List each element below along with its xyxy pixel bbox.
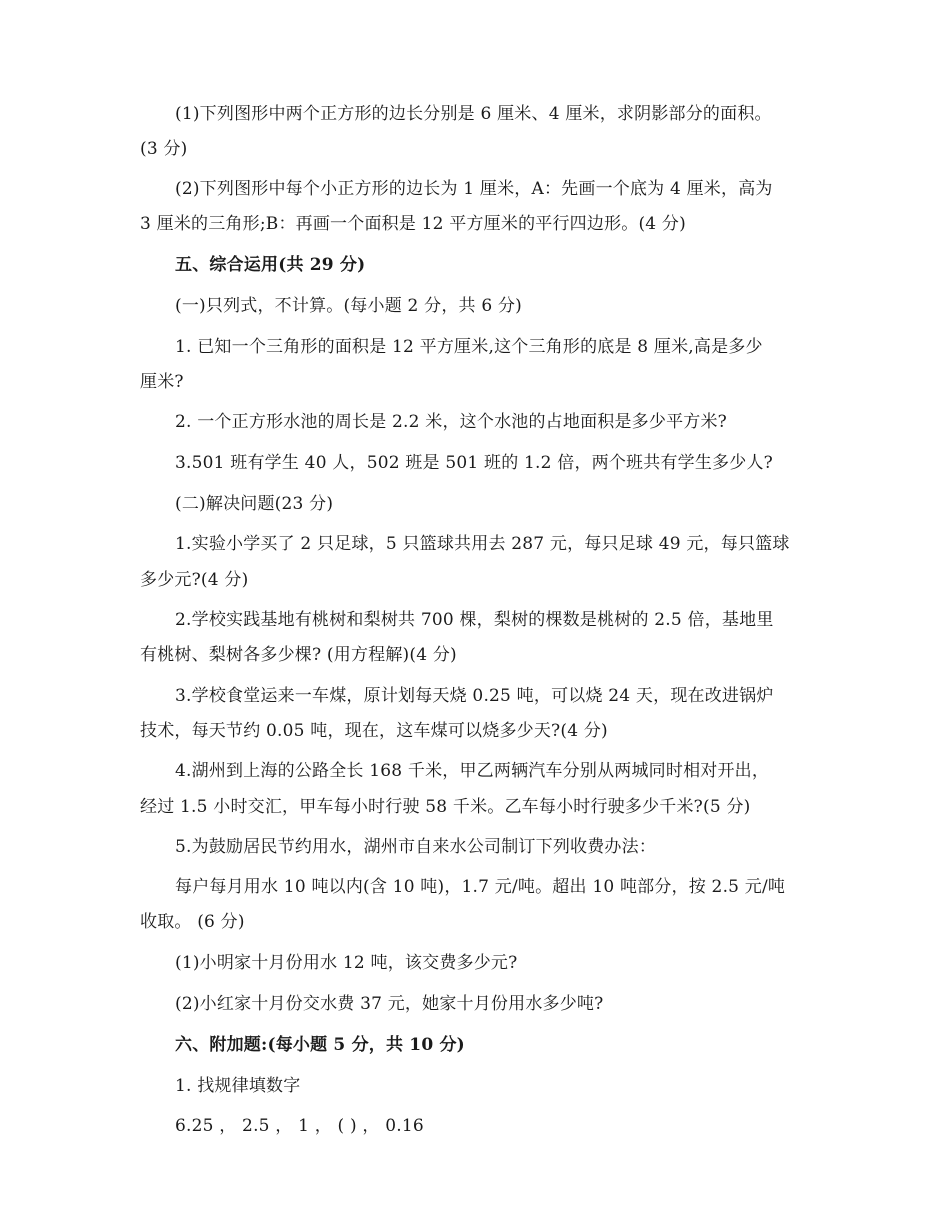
section5-part1-q2: 2. 一个正方形水池的周长是 2.2 米，这个水池的占地面积是多少平方米? — [175, 412, 727, 432]
section4-q2-line1: (2)下列图形中每个小正方形的边长为 1 厘米，A：先画一个底为 4 厘米，高为 — [175, 179, 773, 199]
section5-part2-q5-sub1: (1)小明家十月份用水 12 吨，该交费多少元? — [175, 953, 518, 973]
section5-heading: 五、综合运用(共 29 分) — [175, 255, 366, 275]
section5-part2-q2-line2: 有桃树、梨树各多少棵? (用方程解)(4 分) — [140, 645, 457, 665]
section5-part2-q3-line2: 技术，每天节约 0.05 吨，现在，这车煤可以烧多少天?(4 分) — [140, 721, 608, 741]
section5-part2-q2-line1: 2.学校实践基地有桃树和梨树共 700 棵，梨树的棵数是桃树的 2.5 倍，基地里 — [175, 610, 774, 630]
section6-q1: 1. 找规律填数字 — [175, 1076, 301, 1096]
section5-part2-q4-line2: 经过 1.5 小时交汇，甲车每小时行驶 58 千米。乙车每小时行驶多少千米?(5 分) — [140, 797, 751, 817]
section5-part2-q5-line1: 5.为鼓励居民节约用水，湖州市自来水公司制订下列收费办法： — [175, 837, 657, 857]
section5-part2-q5-sub2: (2)小红家十月份交水费 37 元，她家十月份用水多少吨? — [175, 994, 604, 1014]
section5-part2-q3-line1: 3.学校食堂运来一车煤，原计划每天烧 0.25 吨，可以烧 24 天，现在改进锅炉 — [175, 686, 774, 706]
section5-part2-q5-rule-line2: 收取。 (6 分) — [140, 912, 245, 932]
section5-part1-heading: (一)只列式，不计算。(每小题 2 分，共 6 分) — [175, 296, 522, 316]
section6-heading: 六、附加题:(每小题 5 分，共 10 分) — [175, 1035, 465, 1055]
section5-part2-heading: (二)解决问题(23 分) — [175, 494, 334, 514]
section5-part2-q4-line1: 4.湖州到上海的公路全长 168 千米，甲乙两辆汽车分别从两城同时相对开出， — [175, 761, 770, 781]
section5-part2-q1-line2: 多少元?(4 分) — [140, 570, 249, 590]
section5-part1-q1-line1: 1. 已知一个三角形的面积是 12 平方厘米,这个三角形的底是 8 厘米,高是多少 — [175, 337, 763, 357]
section4-q1-line2: (3 分) — [140, 139, 188, 159]
section5-part1-q3: 3.501 班有学生 40 人，502 班是 501 班的 1.2 倍，两个班共有学生多少人? — [175, 453, 773, 473]
section4-q1-line1: (1)下列图形中两个正方形的边长分别是 6 厘米、4 厘米，求阴影部分的面积。 — [175, 104, 772, 124]
section5-part2-q1-line1: 1.实验小学买了 2 只足球，5 只篮球共用去 287 元，每只足球 49 元，每只篮球 — [175, 534, 790, 554]
section5-part1-q1-line2: 厘米? — [140, 372, 184, 392]
section5-part2-q5-rule-line1: 每户每月用水 10 吨以内(含 10 吨)，1.7 元/吨。超出 10 吨部分，按 2.5 元/吨 — [175, 877, 786, 897]
section4-q2-line2: 3 厘米的三角形;B：再画一个面积是 12 平方厘米的平行四边形。(4 分) — [140, 214, 686, 234]
section6-q1-sequence: 6.25 ， 2.5 ， 1 ， ( ) ， 0.16 — [175, 1116, 424, 1136]
